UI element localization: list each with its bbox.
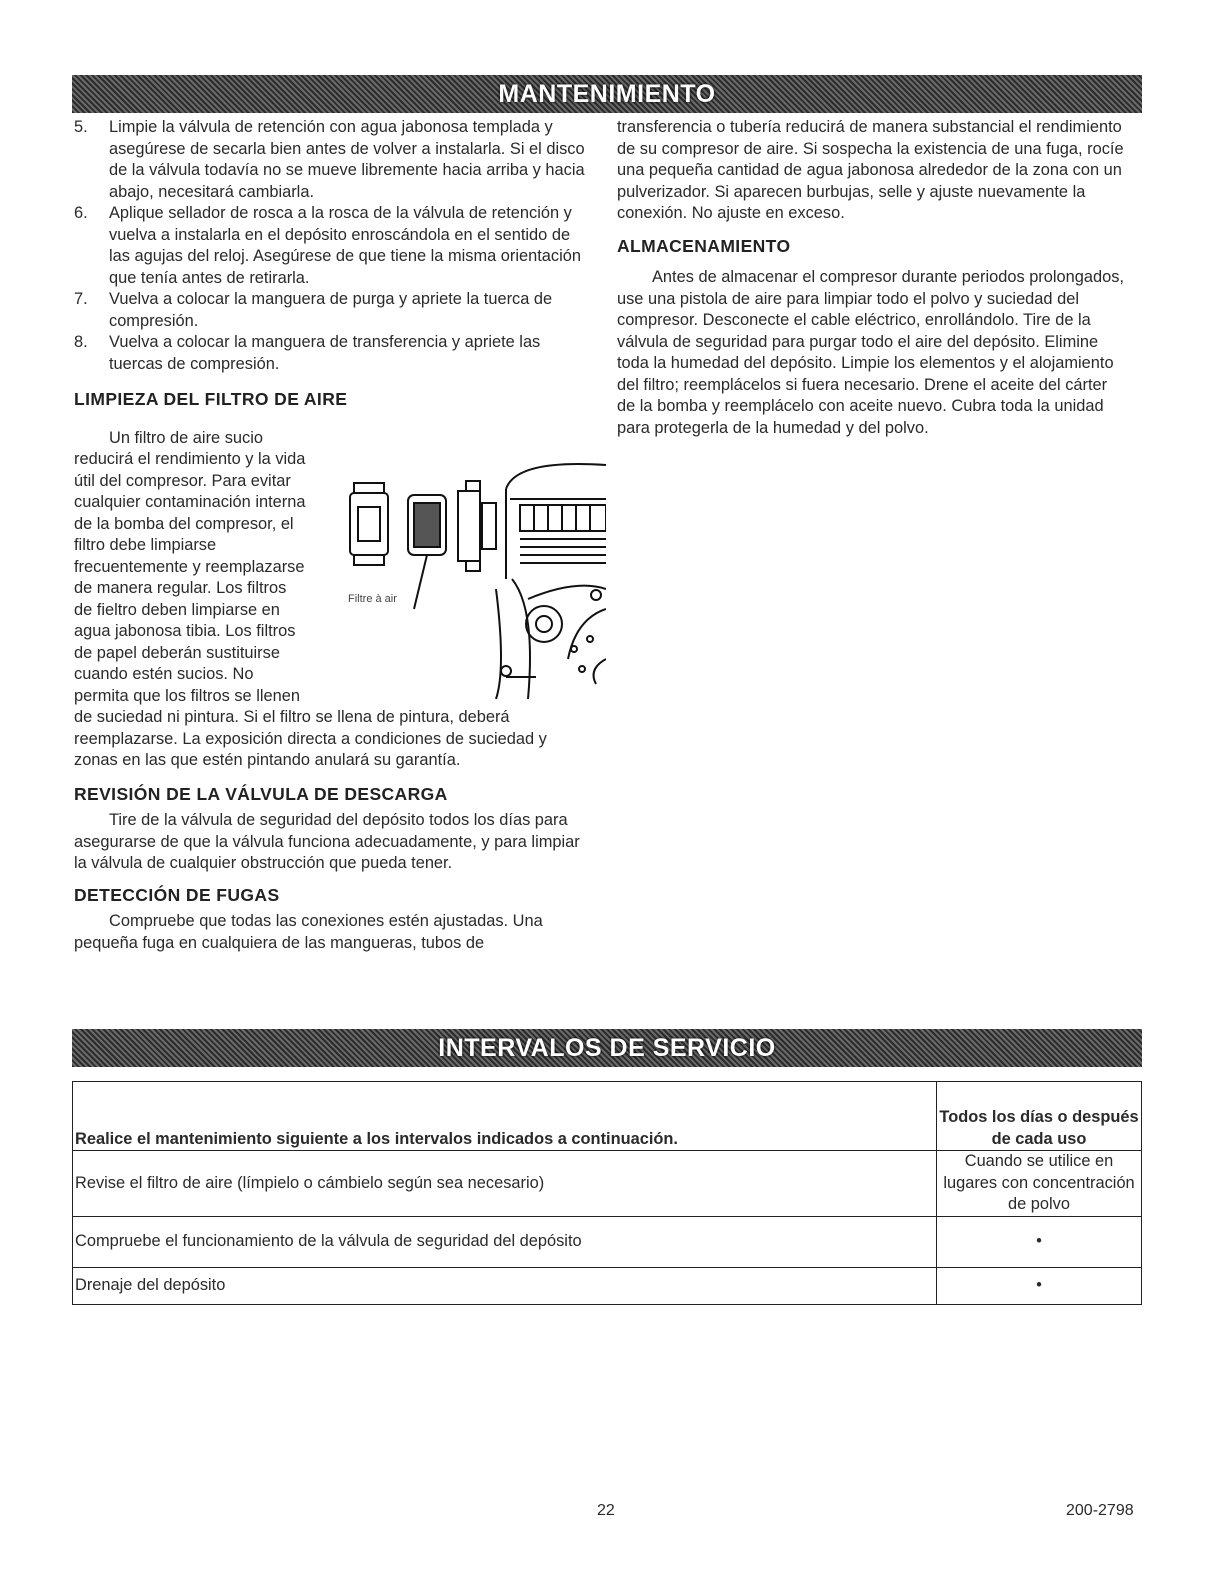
step-text: Aplique sellador de rosca a la rosca de la válvula de retención y vuelva a instalarla en el depósito enroscándola en el sentido de las agujas del reloj. Asegúrese de que tiene la misma orientación que tenía antes de retirarla. — [109, 204, 581, 287]
page-number: 22 — [597, 1502, 615, 1519]
step-number: 8. — [74, 333, 88, 351]
maintenance-banner — [72, 75, 1142, 113]
leak-detection-heading: DETECCIÓN DE FUGAS — [74, 884, 280, 905]
table-row — [73, 1151, 1142, 1217]
leak-detection-body-continued: transferencia o tubería reducirá de manera substancial el rendimiento de su compresor de aire. Si sospecha la existencia de una fuga, rocíe una pequeña cantidad de agua jabonosa alrededor de la zona con un pulverizador. Si aparecen burbujas, selle y ajuste nuevamente la conexión. No ajuste en exceso. — [617, 118, 1124, 222]
maintenance-steps — [74, 117, 594, 375]
step-number: 7. — [74, 290, 88, 308]
air-filter-section — [74, 428, 594, 772]
step-item — [74, 332, 594, 375]
left-column — [74, 117, 594, 954]
service-intervals-table — [72, 1081, 1142, 1305]
table-row — [73, 1216, 1142, 1267]
storage-heading: ALMACENAMIENTO — [617, 235, 791, 256]
compressor-filter-drawing — [306, 459, 606, 699]
step-number: 6. — [74, 204, 88, 222]
table-cell-task: Drenaje del depósito — [73, 1267, 937, 1304]
service-intervals-title: INTERVALOS DE SERVICIO — [438, 1034, 776, 1062]
table-cell-frequency: Cuando se utilice en lugares con concentración de polvo — [937, 1151, 1142, 1217]
table-header-row — [73, 1082, 1142, 1151]
step-item — [74, 203, 594, 289]
document-number: 200-2798 — [1066, 1502, 1134, 1519]
right-column — [617, 117, 1125, 439]
storage-body: Antes de almacenar el compresor durante periodos prolongados, use una pistola de aire para limpiar todo el polvo y suciedad del compresor. Desconecte el cable eléctrico, enrollándolo. Tire de la válvula de seguridad para purgar todo el aire del depósito. Elimine toda la humedad del depósito. Limpie los elementos y el alojamiento del filtro; reemplácelos si fuera necesario. Drene el aceite del cárter de la bomba y reemplácelo con aceite nuevo. Cubra toda la unidad para protegerla de la humedad y del polvo. — [617, 268, 1124, 437]
step-item — [74, 289, 594, 332]
table-cell-task: Compruebe el funcionamiento de la válvula de seguridad del depósito — [73, 1216, 937, 1267]
table-cell-frequency: • — [937, 1267, 1142, 1304]
relief-valve-body: Tire de la válvula de seguridad del depósito todos los días para asegurarse de que la válvula funciona adecuadamente, y para limpiar la válvula de cualquier obstrucción que pueda tener. — [74, 811, 580, 872]
table-header-frequency: Todos los días o después de cada uso — [937, 1082, 1142, 1151]
table-header-task: Realice el mantenimiento siguiente a los intervalos indicados a continuación. — [73, 1082, 937, 1151]
table-cell-task: Revise el filtro de aire (límpielo o cámbielo según sea necesario) — [73, 1151, 937, 1217]
air-filter-body: Un filtro de aire sucio reducirá el rendimiento y la vida útil del compresor. Para evitar cualquier contaminación interna de la bomba del compresor, el filtro debe limpiarse frecuentemente y reemplazarse de manera regular. Los filtros de fieltro deben limpiarse en agua jabonosa tibia. Los filtros de papel deberán sustituirse cuando estén sucios. No permita que los filtros se llenen de suciedad ni pintura. Si el filtro se llena de pintura, deberá reemplazarse. La exposición directa a condiciones de suciedad y zonas en las que estén pintando anulará su garantía. — [74, 428, 547, 769]
air-filter-heading: LIMPIEZA DEL FILTRO DE AIRE — [74, 389, 348, 409]
leak-detection-body: Compruebe que todas las conexiones estén ajustadas. Una pequeña fuga en cualquiera de las mangueras, tubos de — [74, 912, 543, 952]
table-cell-frequency: • — [937, 1216, 1142, 1267]
table-row — [73, 1267, 1142, 1304]
service-intervals-banner — [72, 1029, 1142, 1067]
air-filter-illustration — [306, 459, 606, 699]
step-item — [74, 117, 594, 203]
relief-valve-heading: REVISIÓN DE LA VÁLVULA DE DESCARGA — [74, 783, 448, 804]
step-text: Vuelva a colocar la manguera de purga y apriete la tuerca de compresión. — [109, 290, 553, 330]
air-filter-caption: Filtre à air — [348, 592, 397, 605]
step-text: Vuelva a colocar la manguera de transferencia y apriete las tuercas de compresión. — [109, 333, 541, 373]
step-text: Limpie la válvula de retención con agua jabonosa templada y asegúrese de secarla bien antes de volver a instalarla. Si el disco de la válvula todavía no se mueve libremente hacia arriba y hacia abajo, necesitará cambiarla. — [109, 118, 585, 201]
maintenance-title: MANTENIMIENTO — [498, 80, 716, 108]
step-number: 5. — [74, 118, 88, 136]
